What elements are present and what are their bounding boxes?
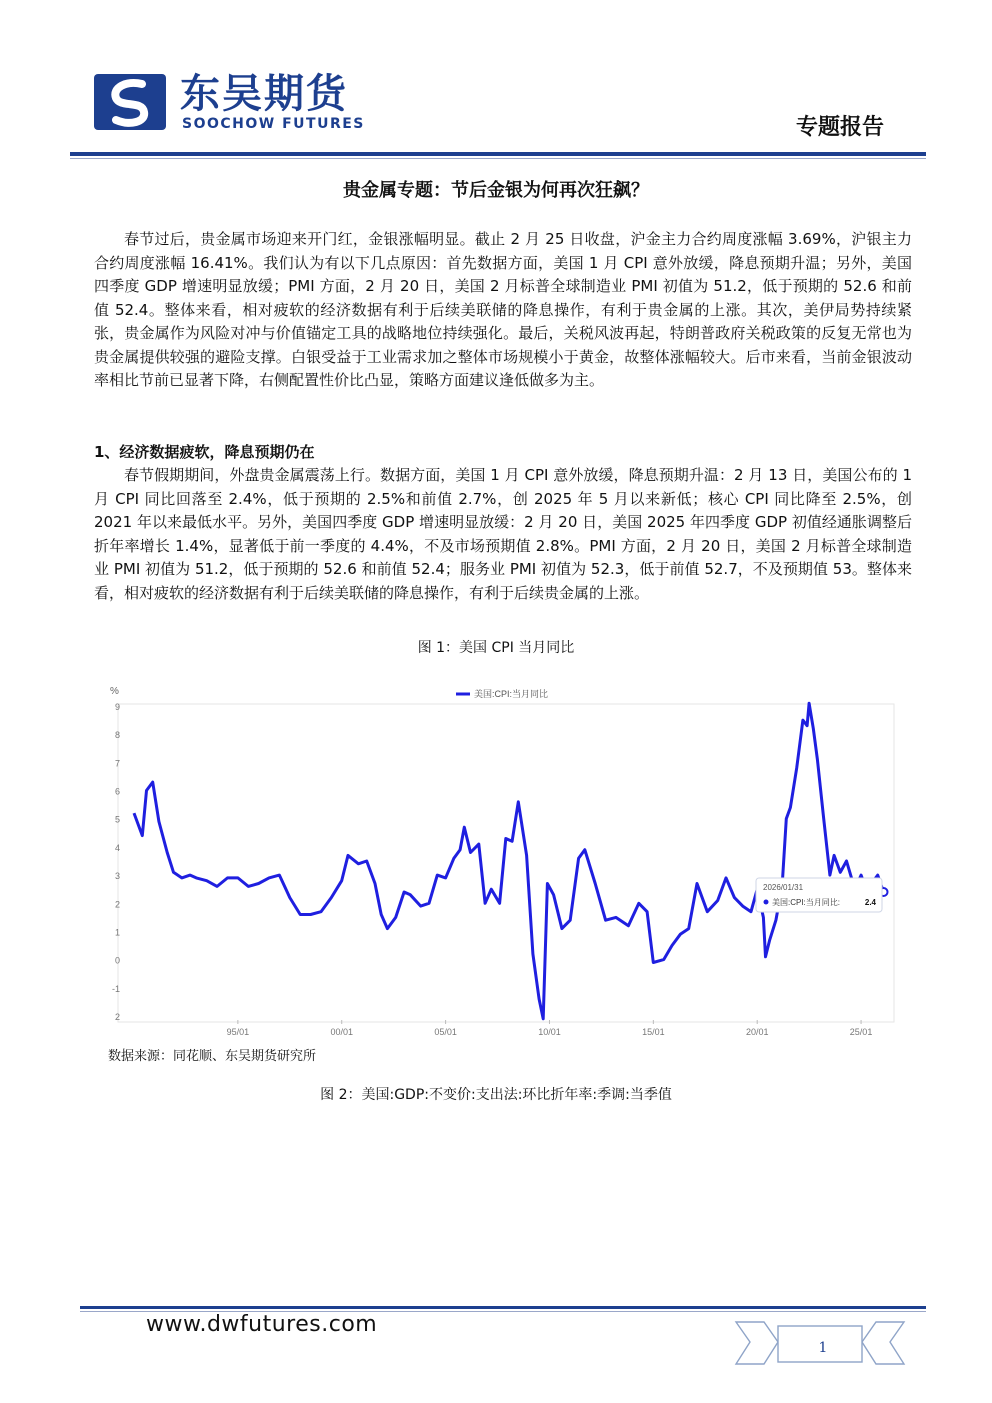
page-number: 1 (818, 1340, 828, 1356)
figure-2-caption: 图 2：美国:GDP:不变价:支出法:环比折年率:季调:当季值 (320, 1087, 672, 1103)
chart-tooltip (756, 878, 882, 912)
y-tick-label: -1 (111, 983, 120, 994)
y-axis-unit: % (110, 686, 119, 697)
section-paragraph: 春节假期期间，外盘贵金属震荡上行。数据方面，美国 1 月 CPI 意外放缓，降息预期升温：2 月 13 日，美国公布的 1 月 CPI 同比回落至 2.4%，低于预期的 2.5%和前值 2.7%，创 2025 年 5 月以来新低；核心 CPI 同比降至 2.5%，创 2021 年以来最低水平。另外，美国四季度 GDP 增速明显放缓：2 月 20 日，美国 2025 年四季度 GDP 初值经通胀调整后折年率增长 1.4%，显著低于前一季度的 4.4%，不及市场预期值 2.8%。PMI 方面，2 月 20 日，美国 2 月标普全球制造业 PMI 初值为 51.2，低于预期的 52.6 和前值 52.4；服务业 PMI 初值为 52.3，低于前值 52.7，不及预期值 53。整体来看，相对疲软的经济数据有利于后续美联储的降息操作，有利于后续贵金属的上涨。 (94, 466, 912, 602)
y-tick-label: 5 (114, 814, 120, 825)
y-tick-label: 2 (114, 899, 120, 910)
x-tick-label: 10/01 (538, 1027, 561, 1037)
brand-logo (92, 72, 168, 132)
y-tick-label: 9 (114, 702, 120, 712)
footer-divider (80, 1306, 926, 1309)
report-type: 专题报告 (795, 115, 884, 140)
y-tick-label: 6 (114, 786, 120, 797)
intro-paragraph: 春节过后，贵金属市场迎来开门红，金银涨幅明显。截止 2 月 25 日收盘，沪金主力合约周度涨幅 3.69%，沪银主力合约周度涨幅 16.41%。我们认为有以下几点原因：首先数据方面，美国 1 月 CPI 意外放缓，降息预期升温；另外，美国四季度 GDP 增速明显放缓；PMI 方面，2 月 20 日，美国 2 月标普全球制造业 PMI 初值为 51.2，低于预期的 52.6 和前值 52.4。整体来看，相对疲软的经济数据有利于后续美联储的降息操作，有利于贵金属的上涨。其次，美伊局势持续紧张，贵金属作为风险对冲与价值锚定工具的战略地位持续强化。最后，关税风波再起，特朗普政府关税政策的反复无常也为贵金属提供较强的避险支撑。白银受益于工业需求加之整体市场规模小于黄金，故整体涨幅较大。后市来看，当前金银波动率相比节前已显著下降，右侧配置性价比凸显，策略方面建议逢低做多为主。 (94, 230, 912, 389)
y-tick-label: 4 (114, 842, 120, 853)
x-tick-label: 15/01 (642, 1027, 665, 1037)
y-tick-label: 0 (114, 955, 120, 966)
tooltip-date: 2026/01/31 (763, 883, 804, 892)
figure-1-caption: 图 1：美国 CPI 当月同比 (417, 640, 575, 656)
chart-legend (456, 688, 548, 699)
tooltip-label: 美国:CPI:当月同比: (772, 898, 841, 907)
x-axis (227, 1020, 873, 1037)
x-tick-label: 25/01 (849, 1027, 873, 1037)
x-tick-label: 00/01 (330, 1027, 354, 1037)
plot-frame (118, 704, 894, 1022)
x-tick-label: 95/01 (226, 1027, 250, 1037)
x-tick-label: 20/01 (745, 1027, 769, 1037)
y-tick-label: 7 (114, 758, 120, 769)
header-divider-thin (70, 158, 926, 159)
footer-website[interactable]: www.dwfutures.com (146, 1312, 378, 1337)
brand-name-cn: 东吴期货 (180, 71, 348, 117)
y-tick-label: 3 (114, 871, 120, 882)
tooltip-dot (764, 900, 769, 905)
section-heading: 1、经济数据疲软，降息预期仍在 (94, 443, 315, 461)
cpi-line-chart (100, 676, 904, 1042)
document-title: 贵金属专题：节后金银为何再次狂飙？ (343, 180, 649, 201)
header-divider (70, 152, 926, 156)
y-tick-label: 1 (114, 927, 120, 938)
tooltip-value: 2.4 (864, 898, 876, 907)
figure-source: 数据来源：同花顺、东吴期货研究所 (108, 1049, 317, 1064)
x-tick-label: 05/01 (434, 1027, 457, 1037)
y-tick-label: 2 (114, 1012, 120, 1022)
legend-label: 美国:CPI:当月同比 (474, 689, 549, 699)
brand-name-en: SOOCHOW FUTURES (182, 116, 365, 132)
y-tick-label: 8 (114, 730, 120, 741)
